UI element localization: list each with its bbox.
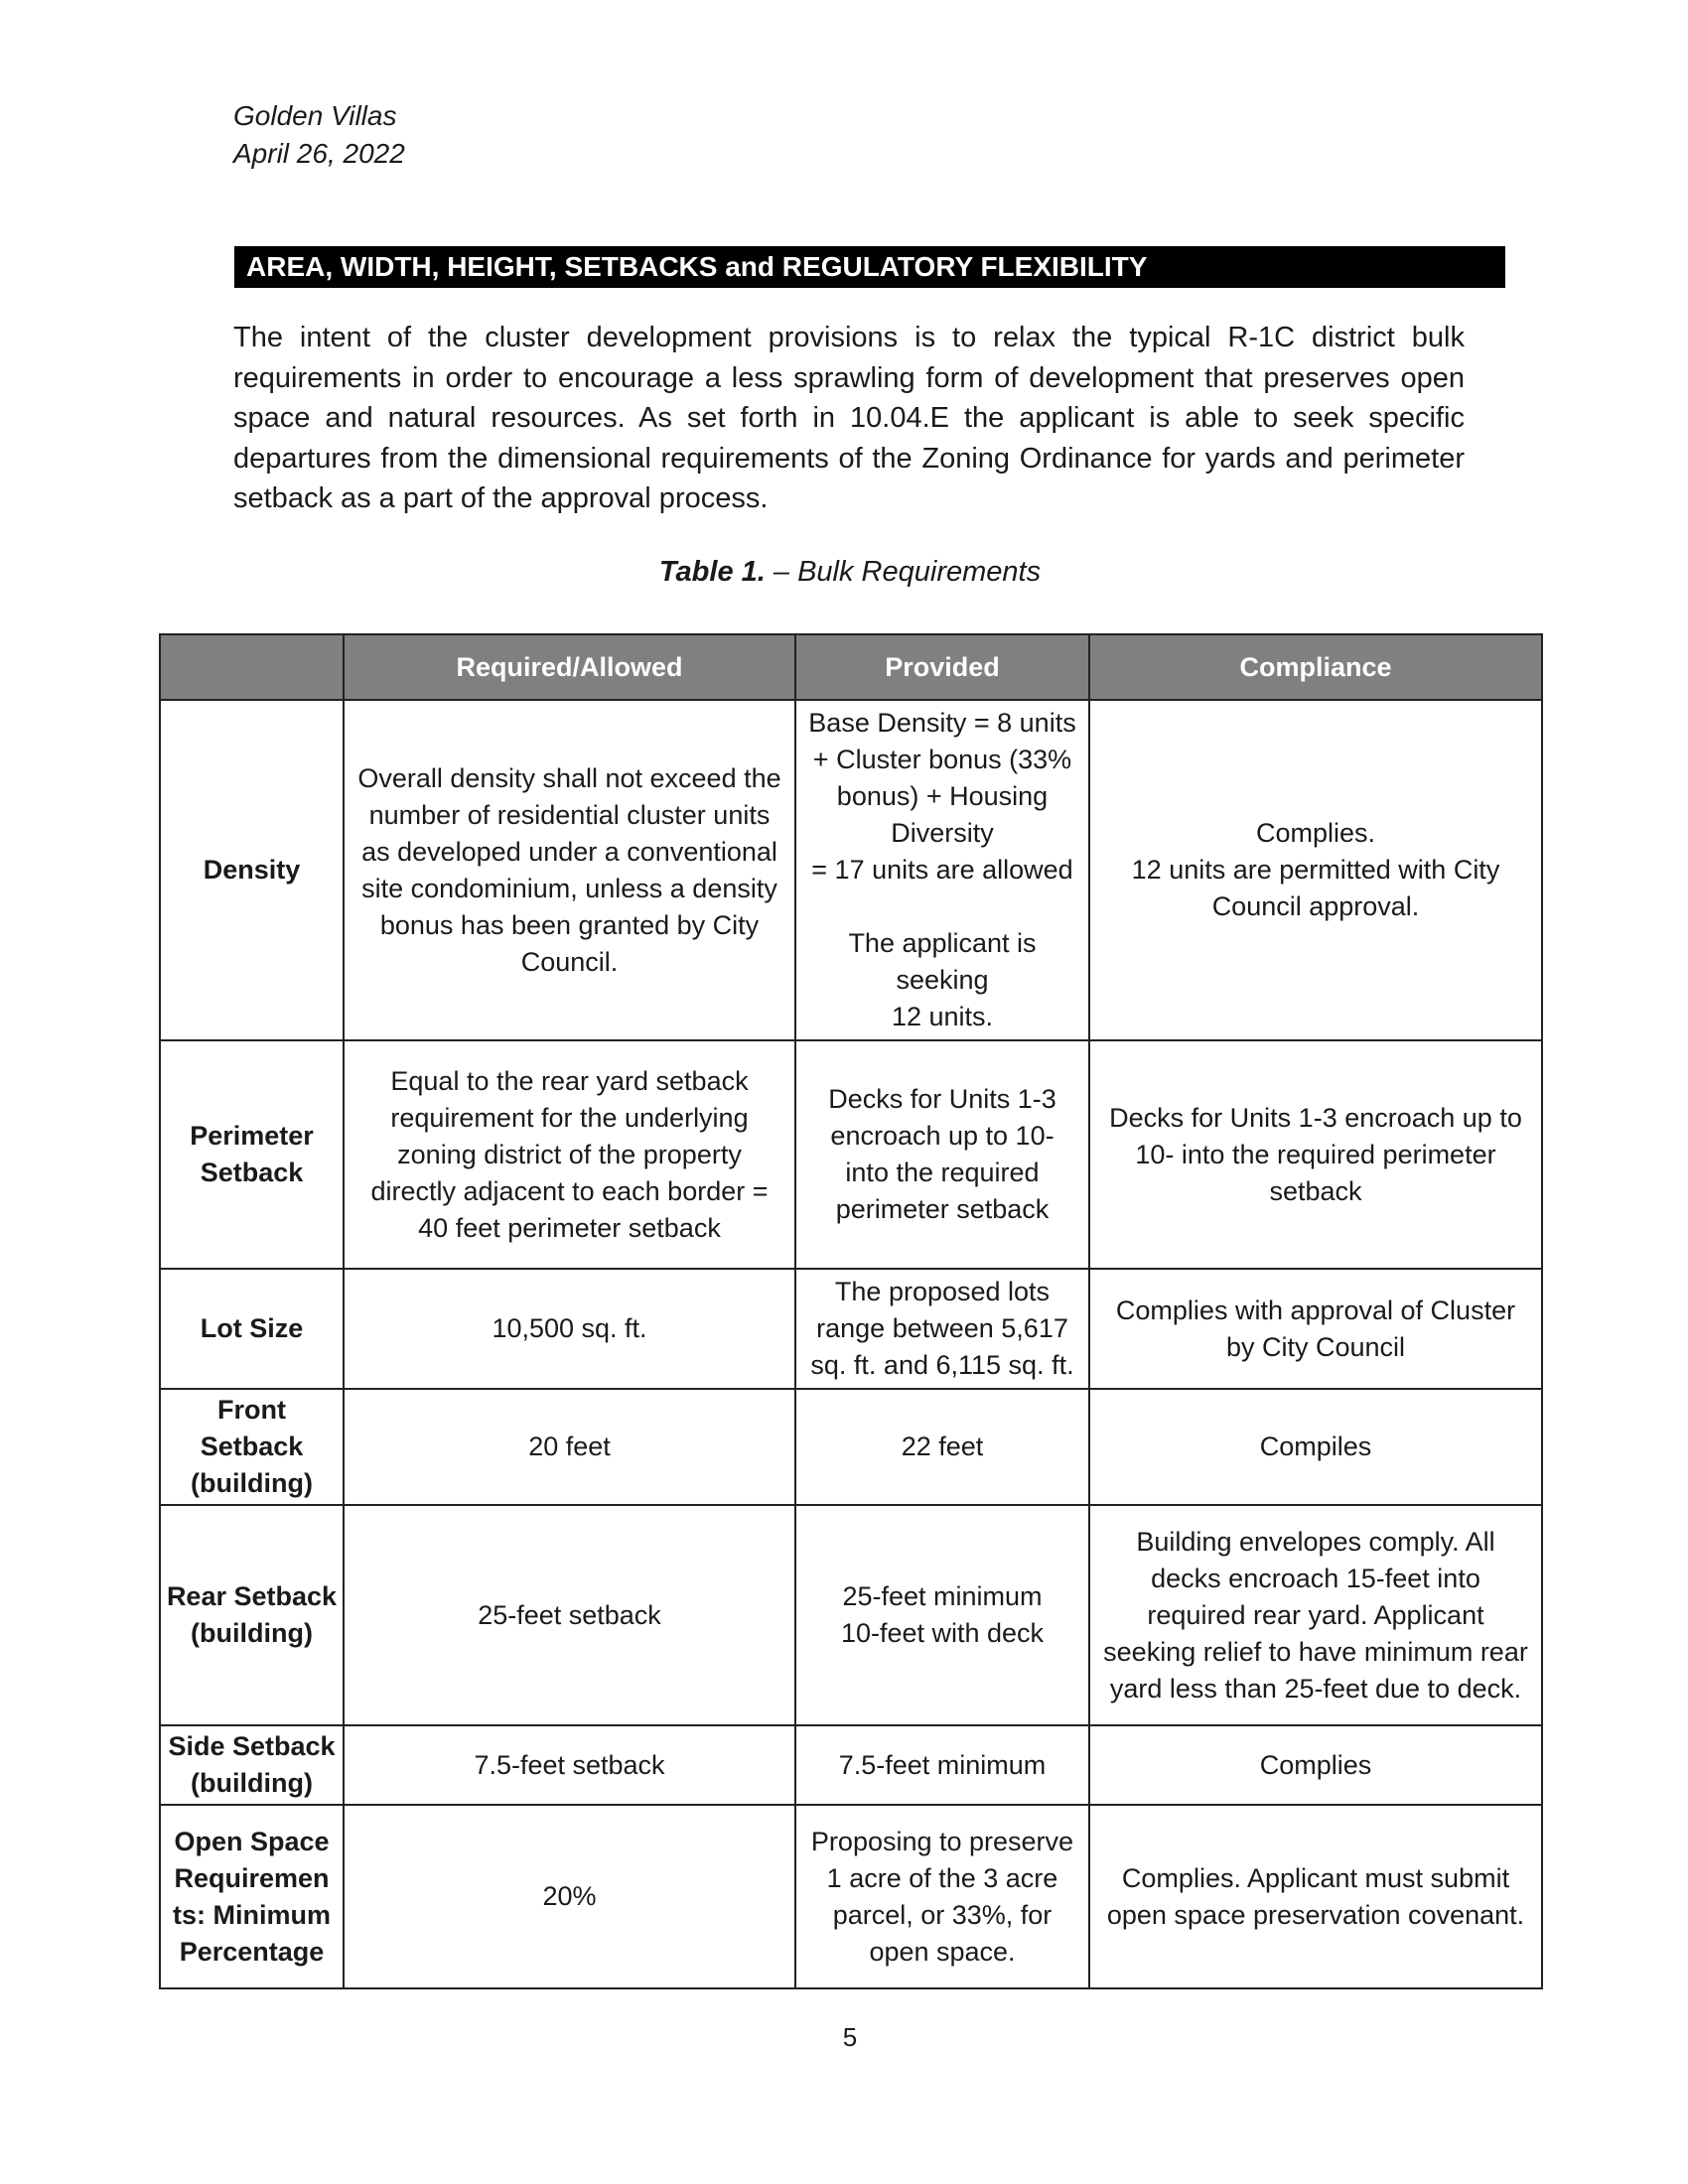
required-cell: 25-feet setback — [344, 1505, 795, 1725]
header-cell-provided: Provided — [795, 634, 1089, 700]
table-row-density — [160, 700, 1542, 1040]
provided-cell: The proposed lots range between 5,617 sq. ft. and 6,115 sq. ft. — [795, 1269, 1089, 1389]
document-date: April 26, 2022 — [233, 138, 405, 169]
header-cell-required: Required/Allowed — [344, 634, 795, 700]
intro-paragraph: The intent of the cluster development provisions is to relax the typical R-1C district bulk requirements in order to encourage a less sprawling form of development that preserves open space and natural resources. As set forth in 10.04.E the applicant is able to seek specific departures from the dimensional requirements of the Zoning Ordinance for yards and perimeter setback as a part of the approval process. — [233, 322, 1465, 514]
provided-cell: Decks for Units 1-3 encroach up to 10- into the required perimeter setback — [795, 1040, 1089, 1269]
table-row-perimeter-setback — [160, 1040, 1542, 1269]
provided-cell: Base Density = 8 units + Cluster bonus (33% bonus) + Housing Diversity = 17 units are allowed The applicant is seeking 12 units. — [795, 700, 1089, 1040]
compliance-cell: Complies. 12 units are permitted with City Council approval. — [1089, 700, 1542, 1040]
compliance-cell: Decks for Units 1-3 encroach up to 10- into the required perimeter setback — [1089, 1040, 1542, 1269]
compliance-cell: Complies with approval of Cluster by City Council — [1089, 1269, 1542, 1389]
required-cell: 7.5-feet setback — [344, 1725, 795, 1805]
document-header — [233, 97, 405, 173]
provided-cell: 7.5-feet minimum — [795, 1725, 1089, 1805]
compliance-cell: Complies. Applicant must submit open space preservation covenant. — [1089, 1805, 1542, 1988]
provided-cell: Proposing to preserve 1 acre of the 3 acre parcel, or 33%, for open space. — [795, 1805, 1089, 1988]
table-row-front-setback — [160, 1389, 1542, 1505]
compliance-cell: Building envelopes comply. All decks encroach 15-feet into required rear yard. Applicant seeking relief to have minimum rear yard less than 25-feet due to deck. — [1089, 1505, 1542, 1725]
provided-cell: 22 feet — [795, 1389, 1089, 1505]
required-cell: Overall density shall not exceed the number of residential cluster units as developed under a conventional site condominium, unless a density bonus has been granted by City Council. — [344, 700, 795, 1040]
header-cell-compliance: Compliance — [1089, 634, 1542, 700]
row-label: Density — [160, 700, 344, 1040]
required-cell: 20% — [344, 1805, 795, 1988]
table-row-rear-setback — [160, 1505, 1542, 1725]
compliance-cell: Complies — [1089, 1725, 1542, 1805]
page-number: 5 — [842, 2022, 858, 2052]
table-header-row — [160, 634, 1542, 700]
header-cell-blank — [160, 634, 344, 700]
row-label: Lot Size — [160, 1269, 344, 1389]
required-cell: Equal to the rear yard setback requirement for the underlying zoning district of the property directly adjacent to each border = 40 feet perimeter setback — [344, 1040, 795, 1269]
table-caption-label: Table 1. — [658, 556, 766, 588]
compliance-cell: Compiles — [1089, 1389, 1542, 1505]
row-label: Side Setback (building) — [160, 1725, 344, 1805]
required-cell: 10,500 sq. ft. — [344, 1269, 795, 1389]
section-title: AREA, WIDTH, HEIGHT, SETBACKS and REGULATORY FLEXIBILITY — [234, 246, 1505, 288]
table-caption — [0, 556, 1688, 589]
bulk-requirements-table — [159, 633, 1543, 1989]
table-caption-title: – Bulk Requirements — [765, 556, 1042, 588]
provided-cell: 25-feet minimum 10-feet with deck — [795, 1505, 1089, 1725]
table-row-side-setback — [160, 1725, 1542, 1805]
project-name: Golden Villas — [233, 100, 397, 131]
table-row-lot-size — [160, 1269, 1542, 1389]
required-cell: 20 feet — [344, 1389, 795, 1505]
row-label: Front Setback (building) — [160, 1389, 344, 1505]
row-label: Perimeter Setback — [160, 1040, 344, 1269]
row-label: Rear Setback (building) — [160, 1505, 344, 1725]
table-row-open-space — [160, 1805, 1542, 1988]
row-label: Open Space Requiremen ts: Minimum Percentage — [160, 1805, 344, 1988]
